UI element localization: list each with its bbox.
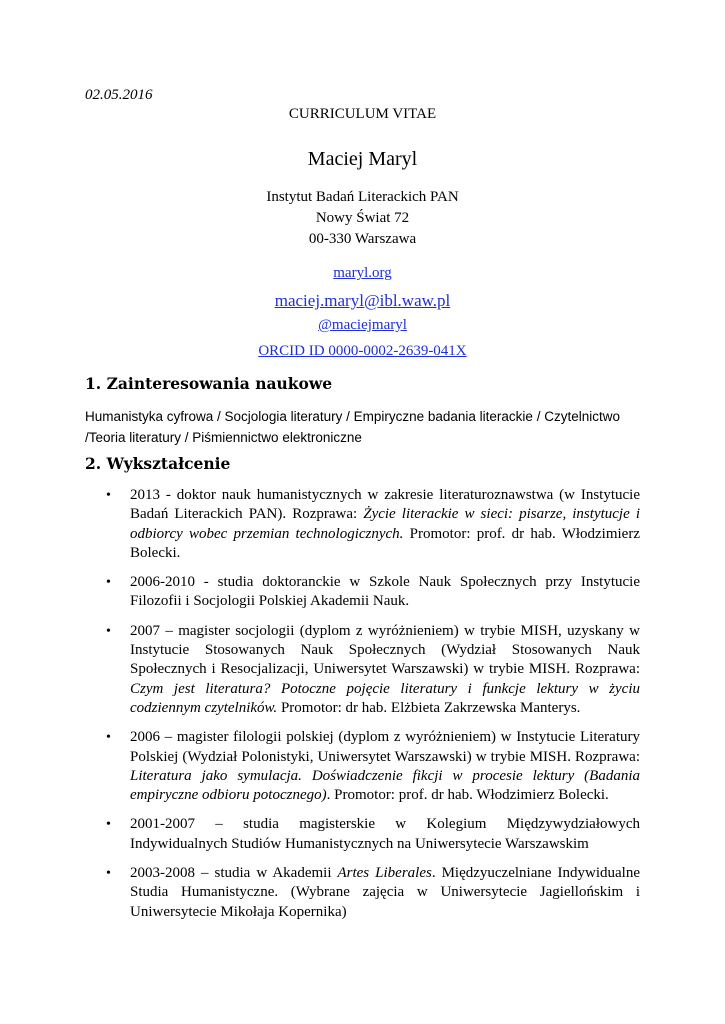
- twitter-row: [0, 317, 725, 334]
- website-link[interactable]: maryl.org: [333, 265, 392, 281]
- address-street: Nowy Świat 72: [315, 210, 410, 226]
- document-title: CURRICULUM VITAE: [288, 106, 437, 122]
- interests-text: Humanistyka cyfrowa / Socjologia literatury / Empiryczne badania literackie / Czytelnictwo /Teoria literatury / Piśmiennictwo elektroniczne: [85, 409, 620, 445]
- list-item: • 2013 - doktor nauk humanistycznych w zakresie literaturoznawstwa (w Instytucie Badań Literackich PAN). Rozprawa: Życie literackie w sieci: pisarze, instytucje i odbiorcy wobec przemian technologicznych. Promotor: prof. dr hab. Włodzimierz Bolecki.: [106, 487, 640, 561]
- list-item: • 2006-2010 - studia doktoranckie w Szkole Nauk Społecznych przy Instytucie Filozofii i Socjologii Polskiej Akademii Nauk.: [106, 574, 640, 610]
- bullet-icon: •: [106, 623, 111, 639]
- document-date: 02.05.2016: [85, 87, 153, 103]
- website-row: [0, 265, 725, 282]
- education-heading: 2. Wykształcenie: [85, 454, 231, 473]
- list-item: • 2007 – magister socjologii (dyplom z wyróżnieniem) w trybie MISH, uzyskany w Instytucie Stosowanych Nauk Społecznych (Wydział Stosowanych Nauk Społecznych i Resocjalizacji, Uniwersytet Warszawski) w trybie MISH. Rozprawa: Czym jest literatura? Potoczne pojęcie literatury i funkcje lektury w życiu codziennym czytelników. Promotor: dr hab. Elżbieta Zakrzewska Manterys.: [106, 622, 640, 716]
- person-name: Maciej Maryl: [307, 148, 418, 170]
- orcid-link[interactable]: ORCID ID 0000-0002-2639-041X: [258, 343, 467, 359]
- interests-heading: 1. Zainteresowania naukowe: [85, 374, 333, 393]
- email-row: [0, 291, 725, 311]
- bullet-icon: •: [106, 817, 111, 833]
- email-link[interactable]: maciej.maryl@ibl.waw.pl: [274, 291, 451, 310]
- bullet-icon: •: [106, 575, 111, 591]
- orcid-row: [0, 343, 725, 360]
- address-institution: Instytut Badań Literackich PAN: [266, 189, 459, 205]
- education-list: [85, 486, 640, 932]
- bullet-icon: •: [106, 866, 111, 882]
- bullet-icon: •: [106, 488, 111, 503]
- twitter-link[interactable]: @maciejmaryl: [318, 317, 407, 333]
- bullet-icon: •: [106, 730, 111, 746]
- list-item: • 2006 – magister filologii polskiej (dyplom z wyróżnieniem) w Instytucie Literatury Polskiej (Wydział Polonistyki, Uniwersytet Warszawski) w trybie MISH. Rozprawa: Literatura jako symulacja. Doświadczenie fikcji w procesie lektury (Badania empiryczne odbioru potocznego). Promotor: prof. dr hab. Włodzimierz Bolecki.: [106, 729, 640, 804]
- list-item: • 2001-2007 – studia magisterskie w Kolegium Międzywydziałowych Indywidualnych Studiów Humanistycznych na Uniwersytecie Warszawskim: [106, 816, 640, 852]
- list-item: • 2003-2008 – studia w Akademii Artes Liberales. Międzyuczelniane Indywidualne Studia Humanistyczne. (Wybrane zajęcia w Uniwersytecie Jagiellońskim i Uniwersytecie Mikołaja Kopernika): [106, 865, 640, 920]
- address-city: 00-330 Warszawa: [308, 231, 417, 247]
